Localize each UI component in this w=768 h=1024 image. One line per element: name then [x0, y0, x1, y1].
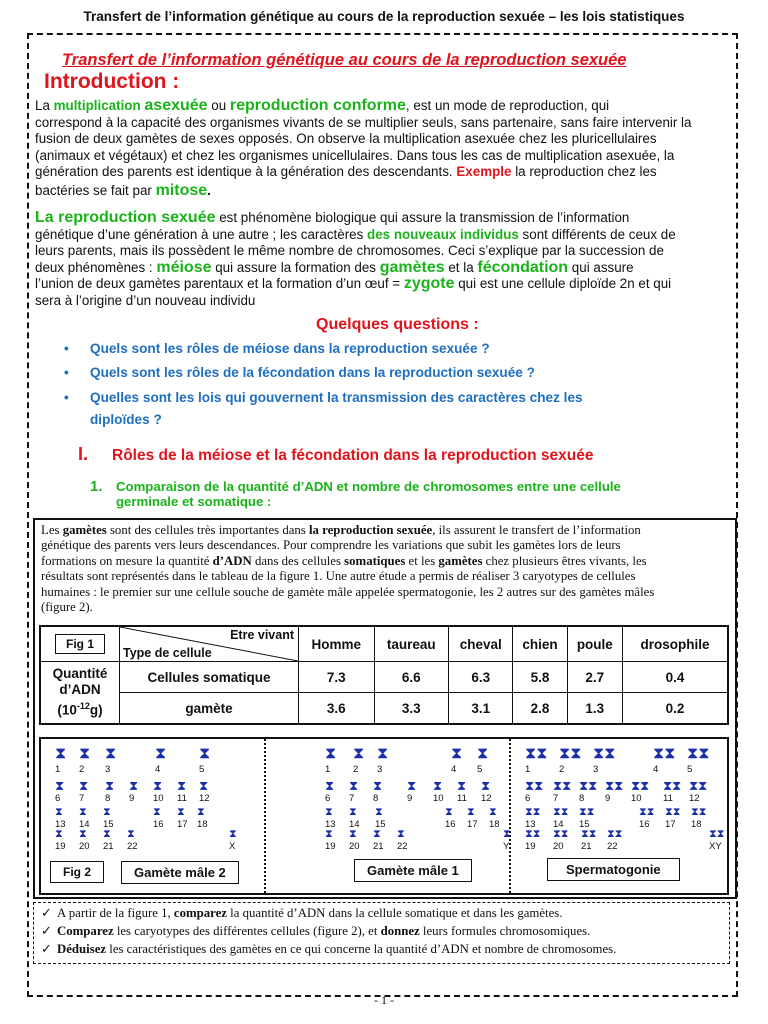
- chromosome-number: 7: [553, 793, 559, 804]
- chromosome-icon: ⧗: [377, 745, 389, 762]
- chromosome-number: 2: [559, 764, 565, 775]
- page-header: Transfert de l’information génétique au cours de la reproduction sexuée – les lois statistiques: [83, 9, 685, 24]
- task-3: ✓ Déduisez les caractéristiques des gamètes en ce qui concerne la quantité d’ADN et nombre de chromosomes.: [41, 942, 617, 956]
- fig1-tag-cell: [40, 626, 120, 662]
- section-1-heading: I. Rôles de la méiose et la fécondation dans la reproduction sexuée: [78, 444, 594, 464]
- chromosome-icon: ⧗: [373, 828, 381, 840]
- chromosome-number: 15: [375, 819, 386, 830]
- sexual-line-1: La reproduction sexuée est phénomène biologique qui assure la transmission de l’information: [35, 209, 630, 226]
- checkmark-icon: ✓: [41, 924, 52, 938]
- task-1: ✓ A partir de la figure 1, comparez la quantité d’ADN dans la cellule somatique et dans les gamètes.: [41, 906, 563, 920]
- chromosome-number: 7: [349, 793, 355, 804]
- chromosome-icon: ⧗⧗: [579, 806, 595, 818]
- chromosome-icon: ⧗: [103, 806, 111, 818]
- col-header: poule: [567, 626, 622, 662]
- chromosome-icon: ⧗: [79, 778, 89, 793]
- chromosome-icon: ⧗: [445, 806, 453, 818]
- chromosome-icon: ⧗: [397, 828, 405, 840]
- chromosome-number: 11: [177, 793, 187, 804]
- corner-top-label: Etre vivant: [230, 628, 294, 642]
- sexual-line-3: leurs parents, mais ils possèdent le même nombre de chromosomes. Ceci s’explique par la succession de: [35, 243, 664, 258]
- chromosome-number: 22: [607, 841, 618, 852]
- chromosome-icon: ⧗: [325, 778, 335, 793]
- chromosome-number: 12: [481, 793, 492, 804]
- chromosome-number: 12: [689, 793, 700, 804]
- chromosome-icon: ⧗: [129, 778, 139, 793]
- chromosome-number: 2: [79, 764, 85, 775]
- col-header: drosophile: [622, 626, 728, 662]
- chromosome-number: 17: [665, 819, 676, 830]
- panel-label-gamete-1: Gamète mâle 1: [354, 859, 472, 882]
- row-label: Cellules somatique: [120, 662, 299, 693]
- intro-line-4: (animaux et végétaux) et chez les organismes unicellulaires. Dans tous les cas de multiplication asexuée, la: [35, 147, 675, 163]
- chromosome-icon: ⧗: [55, 828, 63, 840]
- chromosome-icon: ⧗⧗: [525, 778, 544, 793]
- chromosome-number: 13: [525, 819, 536, 830]
- fig2-tag: Fig 2: [50, 861, 104, 883]
- corner-bottom-label: Type de cellule: [123, 646, 212, 660]
- col-header: chien: [513, 626, 567, 662]
- intro-line-3: fusion de deux gamètes de sexes opposés. On observe la multiplication asexuée chez les pluricellulaires: [35, 131, 657, 146]
- chromosome-icon: ⧗: [375, 806, 383, 818]
- chromosome-number: 3: [593, 764, 599, 775]
- chromosome-number: X: [229, 841, 236, 852]
- chromosome-number: 5: [199, 764, 205, 775]
- intro-line-5: génération des parents est identique à la génération des descendants. Exemple la reproduction chez les: [35, 164, 657, 179]
- chromosome-icon: ⧗: [153, 778, 163, 793]
- chromosome-icon: ⧗: [197, 806, 205, 818]
- chromosome-number: 20: [349, 841, 360, 852]
- col-header: cheval: [449, 626, 513, 662]
- chromosome-number: 10: [631, 793, 642, 804]
- chromosome-icon: ⧗: [79, 806, 87, 818]
- chromosome-number: 14: [553, 819, 564, 830]
- chromosome-number: 4: [653, 764, 659, 775]
- chromosome-number: 5: [477, 764, 483, 775]
- chromosome-number: 8: [579, 793, 585, 804]
- chromosome-icon: ⧗: [55, 745, 67, 762]
- cell-value: 0.4: [622, 662, 728, 693]
- intro-line-1: La multiplication asexuée ou reproduction conforme, est un mode de reproduction, qui: [35, 97, 610, 114]
- cell-value: 2.7: [567, 662, 622, 693]
- chromosome-number: 6: [325, 793, 331, 804]
- chromosome-number: 16: [639, 819, 650, 830]
- chromosome-icon: ⧗: [229, 828, 237, 840]
- chromosome-icon: ⧗⧗: [639, 806, 655, 818]
- chromosome-icon: ⧗⧗: [687, 745, 710, 762]
- panel-divider: [264, 739, 266, 893]
- question-3-cont: diploïdes ?: [90, 412, 162, 427]
- chromosome-icon: ⧗: [325, 828, 333, 840]
- chromosome-number: 19: [55, 841, 66, 852]
- chromosome-icon: ⧗⧗: [553, 828, 569, 840]
- chromosome-icon: ⧗⧗: [579, 778, 598, 793]
- chromosome-number: 17: [177, 819, 188, 830]
- chromosome-icon: ⧗: [103, 828, 111, 840]
- chromosome-number: 16: [445, 819, 456, 830]
- chromosome-icon: ⧗: [349, 778, 359, 793]
- chromosome-icon: ⧗: [349, 806, 357, 818]
- col-header: taureau: [374, 626, 448, 662]
- fig1-table: [39, 625, 729, 725]
- chromosome-icon: ⧗: [155, 745, 167, 762]
- checkmark-icon: ✓: [41, 906, 52, 920]
- chromosome-icon: ⧗: [451, 745, 463, 762]
- chromosome-number: 1: [325, 764, 331, 775]
- chromosome-icon: ⧗⧗: [525, 828, 541, 840]
- intro-paragraph: [35, 98, 735, 199]
- chromosome-icon: ⧗⧗: [525, 745, 548, 762]
- cell-value: 3.6: [299, 693, 375, 725]
- sexual-line-6: sera à l’origine d’un nouveau individu: [35, 292, 256, 308]
- document-paragraph: Les gamètes sont des cellules très importantes dans la reproduction sexuée, ils assurent le transfert de l’information génétique des parents vers leurs descendances. Pour comprendre les variations que subit les gamètes lors de leurs formations on mesure la quantité d’ADN dans des cellules somatiques et les gamètes chez plusieurs êtres vivants, les résultats sont représentés dans le tableau de la figure 1. Une autre étude a permis de réaliser 3 caryotypes de cellules humaines : le premier sur une cellule souche de gamète mâle appelée spermatogonie, les 2 autres sur des gamètes mâles (figure 2).: [41, 523, 655, 615]
- chromosome-icon: ⧗: [433, 778, 443, 793]
- question-3: • Quelles sont les lois qui gouvernent la transmission des caractères chez les: [64, 390, 583, 405]
- fig2-karyotypes: [39, 737, 729, 895]
- chromosome-icon: ⧗⧗: [709, 828, 725, 840]
- chromosome-number: 20: [79, 841, 90, 852]
- chromosome-number: 12: [199, 793, 210, 804]
- question-1: • Quels sont les rôles de méiose dans la reproduction sexuée ?: [64, 341, 490, 356]
- cell-value: 1.3: [567, 693, 622, 725]
- cell-value: 5.8: [513, 662, 567, 693]
- chromosome-icon: ⧗: [503, 828, 511, 840]
- chromosome-icon: ⧗⧗: [665, 806, 681, 818]
- intro-line-6: bactéries se fait par mitose.: [35, 181, 211, 199]
- chromosome-number: 10: [433, 793, 444, 804]
- chromosome-number: 21: [581, 841, 592, 852]
- chromosome-number: 19: [325, 841, 336, 852]
- chromosome-number: 2: [353, 764, 359, 775]
- chromosome-icon: ⧗⧗: [593, 745, 616, 762]
- chromosome-number: 8: [373, 793, 379, 804]
- chromosome-icon: ⧗: [481, 778, 491, 793]
- chromosome-number: 22: [127, 841, 138, 852]
- cell-value: 6.6: [374, 662, 448, 693]
- chromosome-number: 5: [687, 764, 693, 775]
- page-number: - 1 -: [374, 993, 394, 1007]
- chromosome-number: 11: [663, 793, 673, 804]
- chromosome-icon: ⧗: [153, 806, 161, 818]
- chromosome-number: 3: [377, 764, 383, 775]
- chromosome-icon: ⧗: [407, 778, 417, 793]
- intro-heading: Introduction :: [44, 70, 180, 93]
- chromosome-number: 16: [153, 819, 164, 830]
- chromosome-number: 15: [103, 819, 114, 830]
- sexual-line-5: l’union de deux gamètes parentaux et la formation d’un œuf = zygote qui est une cellule diploïde 2n et qui: [35, 275, 672, 292]
- chromosome-icon: ⧗: [477, 745, 489, 762]
- fig1-corner-cell: [120, 626, 299, 662]
- chromosome-number: 9: [605, 793, 611, 804]
- chromosome-number: 10: [153, 793, 164, 804]
- chromosome-icon: ⧗: [325, 806, 333, 818]
- chromosome-icon: ⧗⧗: [689, 778, 708, 793]
- chromosome-icon: ⧗: [177, 806, 185, 818]
- fig1-tag: Fig 1: [55, 634, 105, 654]
- chromosome-number: 9: [129, 793, 135, 804]
- chromosome-number: 11: [457, 793, 467, 804]
- cell-value: 3.3: [374, 693, 448, 725]
- chromosome-icon: ⧗: [467, 806, 475, 818]
- chromosome-icon: ⧗: [55, 806, 63, 818]
- chromosome-number: Y: [503, 841, 510, 852]
- chromosome-number: 1: [55, 764, 61, 775]
- chromosome-icon: ⧗⧗: [631, 778, 650, 793]
- chromosome-number: 6: [55, 793, 61, 804]
- chromosome-number: 18: [691, 819, 702, 830]
- cell-value: 2.8: [513, 693, 567, 725]
- chromosome-icon: ⧗: [353, 745, 365, 762]
- chromosome-number: 1: [525, 764, 531, 775]
- chromosome-icon: ⧗: [105, 778, 115, 793]
- chromosome-icon: ⧗: [349, 828, 357, 840]
- chromosome-icon: ⧗⧗: [691, 806, 707, 818]
- chromosome-number: 4: [155, 764, 161, 775]
- checkmark-icon: ✓: [41, 942, 52, 956]
- chromosome-number: 14: [79, 819, 90, 830]
- task-2: ✓ Comparez les caryotypes des différentes cellules (figure 2), et donnez leurs formules chromosomiques.: [41, 924, 591, 938]
- chromosome-icon: ⧗⧗: [607, 828, 623, 840]
- chromosome-number: 18: [489, 819, 500, 830]
- panel-label-gamete-2: Gamète mâle 2: [121, 861, 239, 884]
- question-2: • Quels sont les rôles de la fécondation dans la reproduction sexuée ?: [64, 365, 535, 380]
- document-title: Transfert de l’information génétique au cours de la reproduction sexuée: [62, 51, 627, 69]
- chromosome-number: 15: [579, 819, 590, 830]
- chromosome-number: 19: [525, 841, 536, 852]
- chromosome-icon: ⧗: [105, 745, 117, 762]
- chromosome-number: 18: [197, 819, 208, 830]
- sexual-reproduction-paragraph: [35, 210, 735, 309]
- sexual-line-2: génétique d’une génération à une autre ; les caractères des nouveaux individus sont différents de ceux de: [35, 226, 676, 242]
- chromosome-number: 4: [451, 764, 457, 775]
- chromosome-number: 13: [325, 819, 336, 830]
- chromosome-icon: ⧗: [199, 778, 209, 793]
- col-header: Homme: [299, 626, 375, 662]
- chromosome-icon: ⧗: [55, 778, 65, 793]
- chromosome-number: XY: [709, 841, 722, 852]
- chromosome-icon: ⧗: [79, 745, 91, 762]
- questions-heading: Quelques questions :: [316, 316, 479, 333]
- chromosome-icon: ⧗⧗: [559, 745, 582, 762]
- chromosome-number: 20: [553, 841, 564, 852]
- chromosome-number: 8: [105, 793, 111, 804]
- chromosome-icon: ⧗: [127, 828, 135, 840]
- subsection-1-heading: 1. Comparaison de la quantité d’ADN et nombre de chromosomes entre une cellule germinale et somatique :: [90, 478, 621, 509]
- chromosome-icon: ⧗: [79, 828, 87, 840]
- chromosome-icon: ⧗: [457, 778, 467, 793]
- chromosome-number: 9: [407, 793, 413, 804]
- chromosome-icon: ⧗: [199, 745, 211, 762]
- chromosome-icon: ⧗: [489, 806, 497, 818]
- cell-value: 3.1: [449, 693, 513, 725]
- cell-value: 6.3: [449, 662, 513, 693]
- chromosome-number: 7: [79, 793, 85, 804]
- chromosome-icon: ⧗: [373, 778, 383, 793]
- sexual-line-4: deux phénomènes : méiose qui assure la formation des gamètes et la fécondation qui assure: [35, 258, 634, 276]
- chromosome-icon: ⧗⧗: [581, 828, 597, 840]
- chromosome-icon: ⧗⧗: [663, 778, 682, 793]
- cell-value: 7.3: [299, 662, 375, 693]
- chromosome-icon: ⧗⧗: [525, 806, 541, 818]
- chromosome-icon: ⧗⧗: [653, 745, 676, 762]
- chromosome-number: 13: [55, 819, 66, 830]
- panel-label-spermatogonie: Spermatogonie: [547, 858, 680, 881]
- chromosome-number: 22: [397, 841, 408, 852]
- panel-divider: [509, 739, 511, 893]
- chromosome-icon: ⧗: [177, 778, 187, 793]
- intro-line-2: correspond à la capacité des organismes vivants de se multiplier seuls, sans partenaire, sans faire intervenir la: [35, 114, 692, 130]
- chromosome-number: 17: [467, 819, 478, 830]
- chromosome-icon: ⧗: [325, 745, 337, 762]
- chromosome-number: 21: [373, 841, 384, 852]
- cell-value: 0.2: [622, 693, 728, 725]
- chromosome-number: 21: [103, 841, 114, 852]
- chromosome-number: 6: [525, 793, 531, 804]
- chromosome-number: 14: [349, 819, 360, 830]
- chromosome-icon: ⧗⧗: [605, 778, 624, 793]
- row-label: gamète: [120, 693, 299, 725]
- chromosome-icon: ⧗⧗: [553, 806, 569, 818]
- chromosome-icon: ⧗⧗: [553, 778, 572, 793]
- chromosome-number: 3: [105, 764, 111, 775]
- quantity-label: Quantité d’ADN $(10^{-12}g)$: [40, 662, 120, 725]
